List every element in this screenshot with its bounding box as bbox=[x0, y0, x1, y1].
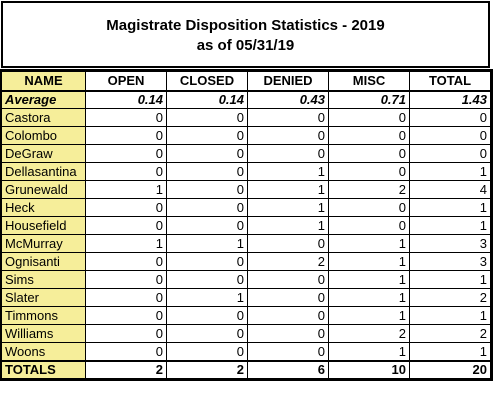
magistrate-name: Housefield bbox=[2, 217, 86, 235]
magistrate-name: Heck bbox=[2, 199, 86, 217]
misc-count: 1 bbox=[329, 343, 410, 361]
totals-misc: 10 bbox=[329, 361, 410, 379]
magistrate-name: Slater bbox=[2, 289, 86, 307]
denied-count: 0 bbox=[248, 127, 329, 145]
misc-count: 0 bbox=[329, 109, 410, 127]
table-row bbox=[2, 145, 491, 163]
open-count: 0 bbox=[86, 307, 167, 325]
open-count: 0 bbox=[86, 289, 167, 307]
closed-count: 0 bbox=[167, 145, 248, 163]
denied-count: 0 bbox=[248, 343, 329, 361]
open-count: 0 bbox=[86, 325, 167, 343]
open-count: 0 bbox=[86, 199, 167, 217]
denied-count: 0 bbox=[248, 289, 329, 307]
misc-count: 2 bbox=[329, 325, 410, 343]
column-header-misc: MISC bbox=[329, 72, 410, 91]
open-count: 0 bbox=[86, 343, 167, 361]
total-count: 3 bbox=[410, 235, 491, 253]
open-count: 1 bbox=[86, 181, 167, 199]
closed-count: 0 bbox=[167, 127, 248, 145]
table-row bbox=[2, 271, 491, 289]
denied-count: 0 bbox=[248, 235, 329, 253]
denied-count: 1 bbox=[248, 163, 329, 181]
magistrate-name: Ognisanti bbox=[2, 253, 86, 271]
magistrate-name: McMurray bbox=[2, 235, 86, 253]
totals-label: TOTALS bbox=[2, 361, 86, 379]
magistrate-name: DeGraw bbox=[2, 145, 86, 163]
misc-count: 1 bbox=[329, 271, 410, 289]
misc-count: 1 bbox=[329, 253, 410, 271]
total-count: 2 bbox=[410, 325, 491, 343]
misc-count: 0 bbox=[329, 199, 410, 217]
magistrate-name: Dellasantina bbox=[2, 163, 86, 181]
open-count: 0 bbox=[86, 127, 167, 145]
average-open: 0.14 bbox=[86, 91, 167, 109]
closed-count: 0 bbox=[167, 253, 248, 271]
magistrate-name: Woons bbox=[2, 343, 86, 361]
closed-count: 0 bbox=[167, 199, 248, 217]
table-row bbox=[2, 199, 491, 217]
open-count: 0 bbox=[86, 145, 167, 163]
closed-count: 0 bbox=[167, 325, 248, 343]
column-header-name: NAME bbox=[2, 72, 86, 91]
average-misc: 0.71 bbox=[329, 91, 410, 109]
magistrate-name: Sims bbox=[2, 271, 86, 289]
column-header-open: OPEN bbox=[86, 72, 167, 91]
total-count: 1 bbox=[410, 199, 491, 217]
table-row bbox=[2, 181, 491, 199]
table-row bbox=[2, 217, 491, 235]
column-header-denied: DENIED bbox=[248, 72, 329, 91]
denied-count: 0 bbox=[248, 109, 329, 127]
denied-count: 2 bbox=[248, 253, 329, 271]
closed-count: 0 bbox=[167, 307, 248, 325]
misc-count: 1 bbox=[329, 307, 410, 325]
closed-count: 1 bbox=[167, 235, 248, 253]
total-count: 0 bbox=[410, 109, 491, 127]
misc-count: 0 bbox=[329, 163, 410, 181]
average-row bbox=[2, 91, 491, 109]
average-denied: 0.43 bbox=[248, 91, 329, 109]
open-count: 0 bbox=[86, 271, 167, 289]
misc-count: 1 bbox=[329, 235, 410, 253]
table-row bbox=[2, 235, 491, 253]
table-row bbox=[2, 307, 491, 325]
report-subtitle: as of 05/31/19 bbox=[196, 37, 295, 54]
total-count: 0 bbox=[410, 145, 491, 163]
table-row bbox=[2, 109, 491, 127]
misc-count: 0 bbox=[329, 145, 410, 163]
column-header-total: TOTAL bbox=[410, 72, 491, 91]
misc-count: 0 bbox=[329, 217, 410, 235]
closed-count: 0 bbox=[167, 343, 248, 361]
magistrate-name: Castora bbox=[2, 109, 86, 127]
magistrate-name: Timmons bbox=[2, 307, 86, 325]
column-header-closed: CLOSED bbox=[167, 72, 248, 91]
table-row bbox=[2, 253, 491, 271]
denied-count: 1 bbox=[248, 199, 329, 217]
totals-closed: 2 bbox=[167, 361, 248, 379]
magistrate-name: Grunewald bbox=[2, 181, 86, 199]
table-row bbox=[2, 289, 491, 307]
header-row bbox=[2, 72, 491, 91]
denied-count: 1 bbox=[248, 181, 329, 199]
denied-count: 1 bbox=[248, 217, 329, 235]
total-count: 0 bbox=[410, 127, 491, 145]
misc-count: 1 bbox=[329, 289, 410, 307]
report-title-box bbox=[1, 1, 490, 68]
closed-count: 1 bbox=[167, 289, 248, 307]
closed-count: 0 bbox=[167, 109, 248, 127]
total-count: 1 bbox=[410, 271, 491, 289]
totals-row bbox=[2, 361, 491, 379]
denied-count: 0 bbox=[248, 307, 329, 325]
table-row bbox=[2, 127, 491, 145]
total-count: 4 bbox=[410, 181, 491, 199]
table-row bbox=[2, 343, 491, 361]
table-row bbox=[2, 325, 491, 343]
open-count: 0 bbox=[86, 163, 167, 181]
average-total: 1.43 bbox=[410, 91, 491, 109]
total-count: 1 bbox=[410, 217, 491, 235]
total-count: 1 bbox=[410, 163, 491, 181]
misc-count: 2 bbox=[329, 181, 410, 199]
denied-count: 0 bbox=[248, 145, 329, 163]
totals-denied: 6 bbox=[248, 361, 329, 379]
total-count: 3 bbox=[410, 253, 491, 271]
closed-count: 0 bbox=[167, 163, 248, 181]
table-row bbox=[2, 163, 491, 181]
magistrate-name: Williams bbox=[2, 325, 86, 343]
denied-count: 0 bbox=[248, 325, 329, 343]
misc-count: 0 bbox=[329, 127, 410, 145]
total-count: 2 bbox=[410, 289, 491, 307]
average-closed: 0.14 bbox=[167, 91, 248, 109]
report-title: Magistrate Disposition Statistics - 2019 bbox=[106, 17, 385, 34]
disposition-table bbox=[1, 71, 491, 379]
closed-count: 0 bbox=[167, 217, 248, 235]
total-count: 1 bbox=[410, 343, 491, 361]
open-count: 0 bbox=[86, 217, 167, 235]
open-count: 0 bbox=[86, 109, 167, 127]
total-count: 1 bbox=[410, 307, 491, 325]
totals-total: 20 bbox=[410, 361, 491, 379]
closed-count: 0 bbox=[167, 181, 248, 199]
magistrate-name: Colombo bbox=[2, 127, 86, 145]
open-count: 0 bbox=[86, 253, 167, 271]
closed-count: 0 bbox=[167, 271, 248, 289]
denied-count: 0 bbox=[248, 271, 329, 289]
totals-open: 2 bbox=[86, 361, 167, 379]
average-label: Average bbox=[2, 91, 86, 109]
open-count: 1 bbox=[86, 235, 167, 253]
